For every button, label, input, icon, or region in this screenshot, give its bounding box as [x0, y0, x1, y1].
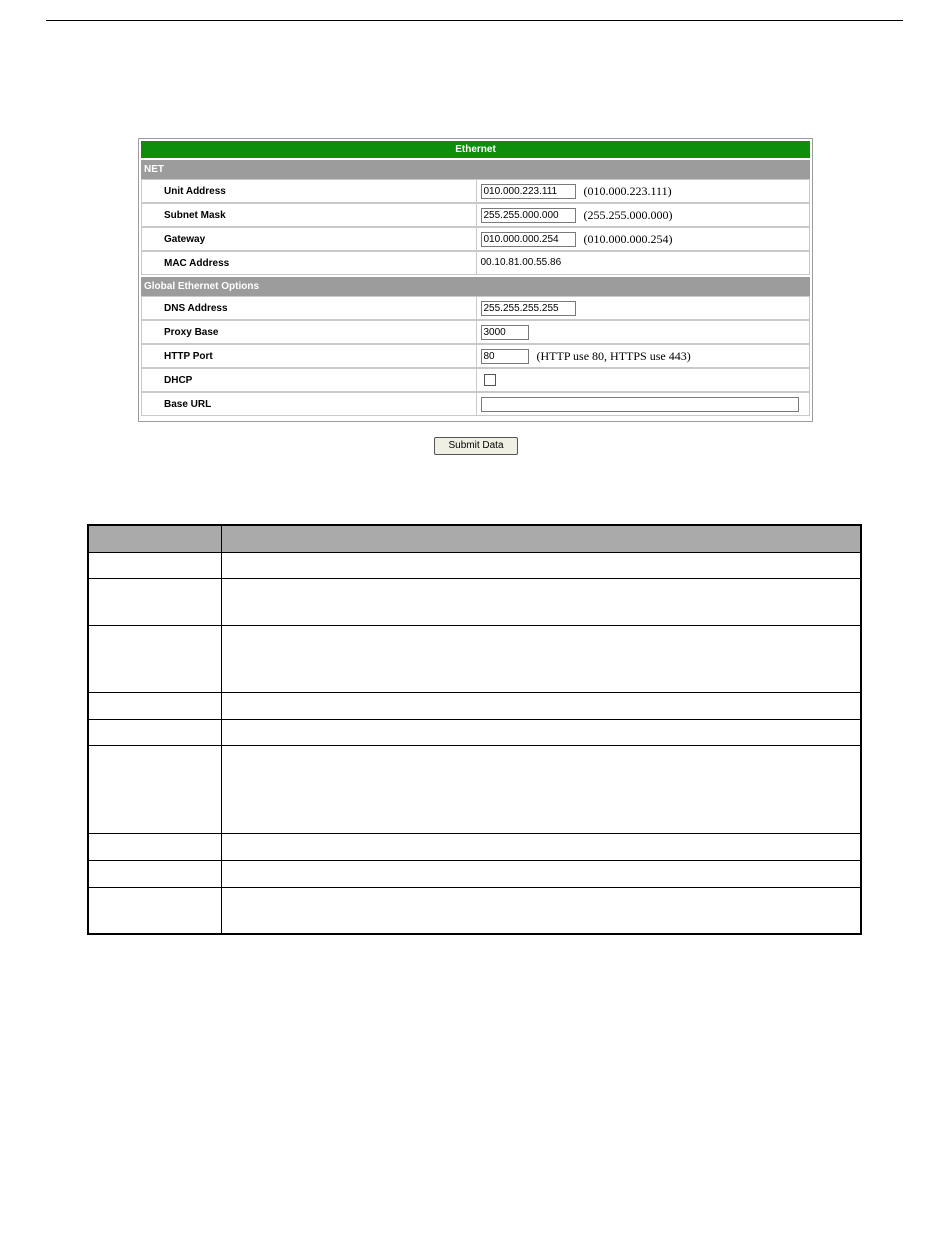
- subnet-mask-label: Subnet Mask: [141, 203, 476, 227]
- gateway-label: Gateway: [141, 227, 476, 251]
- section-global-label: Global Ethernet Options: [141, 275, 810, 296]
- row-unit-address: [141, 179, 810, 203]
- row-mac-address: [141, 251, 810, 275]
- dhcp-label: DHCP: [141, 368, 476, 392]
- http-port-label: HTTP Port: [141, 344, 476, 368]
- mac-address-label: MAC Address: [141, 251, 476, 275]
- description-header-cell-1: [89, 526, 221, 552]
- row-base-url: [141, 392, 810, 416]
- base-url-input[interactable]: [481, 397, 799, 412]
- ethernet-settings-panel: [138, 138, 813, 422]
- table-row: [89, 693, 860, 720]
- proxy-base-label: Proxy Base: [141, 320, 476, 344]
- row-gateway: [141, 227, 810, 251]
- unit-address-label: Unit Address: [141, 179, 476, 203]
- mac-address-value: 00.10.81.00.55.86: [480, 257, 562, 269]
- table-row: [89, 888, 860, 933]
- row-http-port: [141, 344, 810, 368]
- section-global-ethernet-options: [141, 275, 810, 296]
- table-row: [89, 861, 860, 888]
- description-header-cell-2: [222, 526, 860, 552]
- section-net: [141, 158, 810, 179]
- subnet-mask-input[interactable]: 255.255.000.000: [481, 208, 576, 223]
- dns-address-input[interactable]: 255.255.255.255: [481, 301, 576, 316]
- http-port-input[interactable]: 80: [481, 349, 529, 364]
- table-row: [89, 834, 860, 861]
- description-table-header: [89, 526, 860, 553]
- section-net-label: NET: [141, 158, 810, 179]
- submit-data-button[interactable]: Submit Data: [434, 437, 518, 455]
- dns-address-label: DNS Address: [141, 296, 476, 320]
- panel-title: Ethernet: [141, 141, 810, 158]
- description-table: [87, 524, 862, 935]
- table-row: [89, 626, 860, 693]
- page-top-rule: [46, 20, 903, 21]
- table-row: [89, 553, 860, 579]
- table-row: [89, 720, 860, 746]
- proxy-base-input[interactable]: 3000: [481, 325, 529, 340]
- row-proxy-base: [141, 320, 810, 344]
- base-url-label: Base URL: [141, 392, 476, 416]
- subnet-mask-hint: (255.255.000.000): [583, 207, 673, 222]
- table-row: [89, 579, 860, 626]
- table-row: [89, 746, 860, 834]
- gateway-hint: (010.000.000.254): [583, 231, 673, 246]
- panel-title-bar: [141, 141, 810, 158]
- row-subnet-mask: [141, 203, 810, 227]
- gateway-input[interactable]: 010.000.000.254: [481, 232, 576, 247]
- http-port-hint: (HTTP use 80, HTTPS use 443): [536, 348, 691, 363]
- unit-address-hint: (010.000.223.111): [583, 183, 672, 198]
- unit-address-input[interactable]: 010.000.223.111: [481, 184, 576, 199]
- row-dhcp: [141, 368, 810, 392]
- row-dns-address: [141, 296, 810, 320]
- dhcp-checkbox[interactable]: [484, 374, 496, 386]
- ethernet-settings-table: [141, 141, 810, 416]
